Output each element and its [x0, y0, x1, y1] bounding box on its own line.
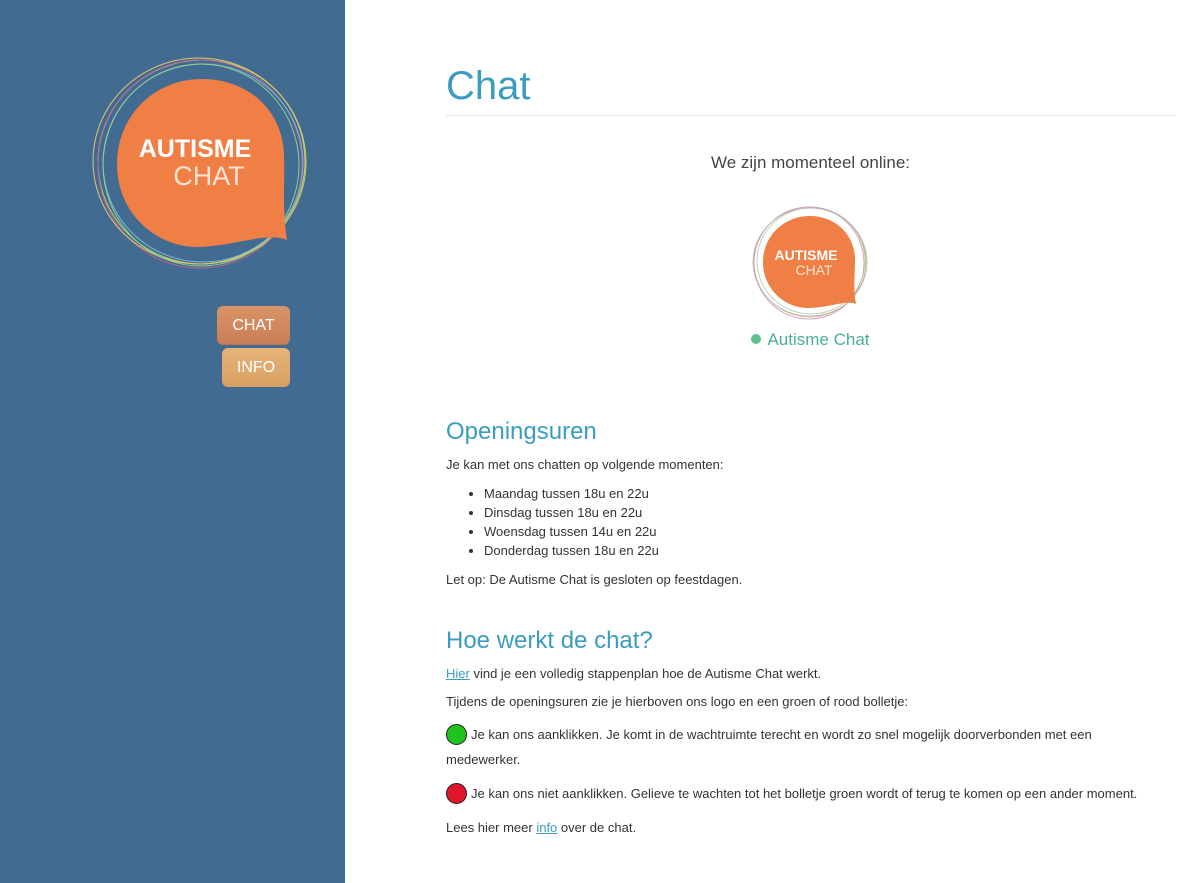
- hours-item: Maandag tussen 18u en 22u: [484, 484, 659, 503]
- chat-status-link[interactable]: [446, 330, 1175, 350]
- more-info-line: [446, 820, 636, 835]
- chat-widget-logo[interactable]: [752, 204, 868, 320]
- hours-item: Woensdag tussen 14u en 22u: [484, 522, 659, 541]
- green-text: Je kan ons aanklikken. Je komt in de wachtruimte terecht en wordt zo snel mogelijk doorverbonden met een medewerker.: [446, 727, 1092, 767]
- nav-info-button[interactable]: INFO: [222, 348, 290, 387]
- svg-text:AUTISME: AUTISME: [138, 135, 252, 163]
- holiday-note: Let op: De Autisme Chat is gesloten op feestdagen.: [446, 572, 743, 587]
- red-text: Je kan ons niet aanklikken. Gelieve te wachten tot het bolletje groen wordt of terug te komen op een ander moment.: [471, 786, 1138, 801]
- sidebar: [0, 0, 345, 883]
- page-title: Chat: [446, 64, 531, 108]
- hours-item: Donderdag tussen 18u en 22u: [484, 543, 659, 558]
- autisme-chat-logo[interactable]: [92, 54, 310, 272]
- openingsuren-intro: Je kan met ons chatten op volgende momenten:: [446, 457, 724, 472]
- openingsuren-heading: Openingsuren: [446, 418, 597, 445]
- more-info-suffix: over de chat.: [557, 820, 637, 835]
- info-link[interactable]: info: [536, 820, 558, 835]
- green-ball-icon: [446, 724, 467, 745]
- logo-explanation: Tijdens de openingsuren zie je hierboven ons logo en een groen of rood bolletje:: [446, 694, 909, 709]
- hours-list: [484, 484, 659, 560]
- stappenplan-text: vind je een volledig stappenplan hoe de Autisme Chat werkt.: [469, 666, 822, 681]
- svg-text:AUTISME: AUTISME: [774, 247, 838, 263]
- hier-link[interactable]: Hier: [446, 666, 470, 681]
- stappenplan-line: [446, 666, 821, 681]
- title-divider: [446, 115, 1175, 116]
- chat-status-label: Autisme Chat: [767, 330, 870, 349]
- red-ball-icon: [446, 783, 467, 804]
- how-heading: Hoe werkt de chat?: [446, 627, 653, 654]
- hours-item: Dinsdag tussen 18u en 22u: [484, 503, 659, 522]
- svg-text:CHAT: CHAT: [795, 262, 833, 278]
- green-explanation: [446, 722, 1166, 772]
- svg-text:CHAT: CHAT: [173, 161, 245, 191]
- online-status-text: We zijn momenteel online:: [710, 153, 911, 172]
- nav-chat-button[interactable]: CHAT: [217, 306, 290, 345]
- more-info-prefix: Lees hier meer: [446, 820, 537, 835]
- online-dot-icon: [751, 334, 761, 344]
- red-explanation: [446, 781, 1175, 806]
